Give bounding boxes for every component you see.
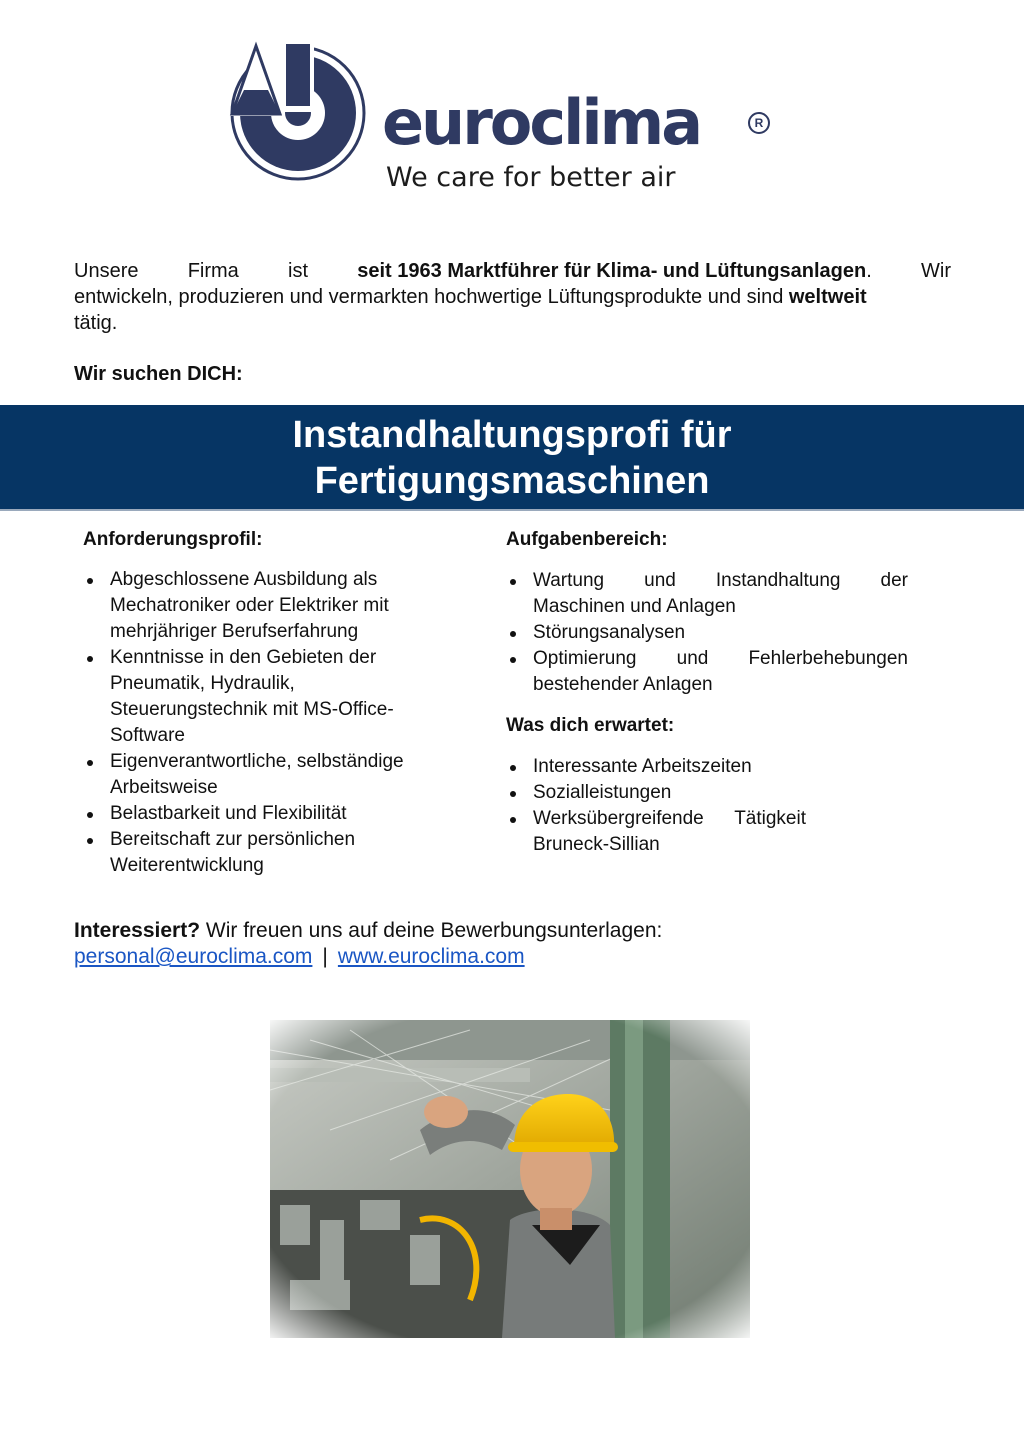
euroclima-logo-icon bbox=[226, 38, 370, 182]
intro-word: Firma bbox=[187, 260, 239, 282]
list-item: Interessante Arbeitszeiten bbox=[506, 754, 806, 780]
logo-tagline: We care for better air bbox=[386, 162, 676, 193]
aufgabenbereich-list bbox=[506, 568, 908, 698]
contact-lead-bold: Interessiert? bbox=[74, 919, 201, 942]
list-word: Instandhaltung bbox=[715, 570, 841, 591]
intro-paragraph bbox=[74, 258, 951, 336]
list-item: Bereitschaft zur persönlichen Weiterentwicklung bbox=[83, 827, 453, 879]
list-word: und bbox=[644, 570, 676, 591]
list-item: Kenntnisse in den Gebieten der Pneumatik, Hydraulik, Steuerungstechnik mit MS-Office-Software bbox=[83, 645, 453, 749]
aufgabenbereich-heading: Aufgabenbereich: bbox=[506, 529, 668, 550]
job-title-line-2: Fertigungsmaschinen bbox=[314, 460, 710, 502]
contact-lead-text: Wir freuen uns auf deine Bewerbungsunterlagen: bbox=[200, 919, 663, 942]
job-title-banner bbox=[0, 405, 1024, 511]
list-word: Fehlerbehebungen bbox=[748, 648, 908, 669]
anforderungsprofil-section bbox=[83, 528, 453, 879]
intro-word: ist bbox=[288, 260, 309, 282]
contact-links bbox=[74, 944, 662, 970]
list-item: Belastbarkeit und Flexibilität bbox=[83, 801, 453, 827]
intro-line-1 bbox=[74, 258, 951, 284]
list-item: Sozialleistungen bbox=[506, 780, 806, 806]
registered-mark: R bbox=[748, 112, 770, 134]
list-word: der bbox=[880, 570, 908, 591]
was-dich-erwartet-list bbox=[506, 754, 806, 858]
logo-wordmark: euroclima bbox=[382, 86, 701, 159]
intro-word: Wir bbox=[921, 260, 951, 282]
list-word: und bbox=[676, 648, 709, 669]
was-dich-erwartet-heading: Was dich erwartet: bbox=[506, 715, 675, 736]
anforderungsprofil-heading: Anforderungsprofil: bbox=[83, 529, 263, 550]
list-word: Optimierung bbox=[533, 648, 637, 669]
list-item bbox=[506, 646, 908, 698]
list-item bbox=[506, 620, 908, 646]
intro-word: Unsere bbox=[74, 260, 139, 282]
list-item: Eigenverantwortliche, selbständige Arbeitsweise bbox=[83, 749, 453, 801]
contact-section bbox=[74, 918, 662, 970]
worker-with-hard-hat-photo bbox=[270, 1020, 750, 1338]
contact-lead bbox=[74, 918, 662, 944]
list-word: Störungsanalysen bbox=[533, 622, 686, 643]
list-item-continuation: bestehender Anlagen bbox=[533, 674, 713, 695]
website-link[interactable]: www.euroclima.com bbox=[337, 945, 525, 968]
intro-text: entwickeln, produzieren und vermarkten hochwertige Lüftungsprodukte und sind bbox=[74, 286, 789, 308]
intro-line-2 bbox=[74, 284, 951, 310]
list-word: Wartung bbox=[533, 570, 605, 591]
intro-line-3: tätig. bbox=[74, 312, 118, 334]
aufgabenbereich-section bbox=[506, 528, 908, 858]
intro-word: . bbox=[866, 260, 872, 282]
wir-suchen-heading: Wir suchen DICH: bbox=[74, 363, 243, 385]
job-title-line-1: Instandhaltungsprofi für bbox=[292, 414, 732, 456]
list-item bbox=[506, 568, 908, 620]
list-item-continuation: Maschinen und Anlagen bbox=[533, 596, 736, 617]
list-item: Werksübergreifende Tätigkeit Bruneck-Sillian bbox=[506, 806, 806, 858]
intro-highlight: seit 1963 Marktführer für Klima- und Lüftungsanlagen bbox=[357, 260, 867, 282]
link-separator: | bbox=[322, 945, 328, 968]
intro-highlight-weltweit: weltweit bbox=[788, 286, 867, 308]
anforderungsprofil-list bbox=[83, 567, 453, 879]
email-link[interactable]: personal@euroclima.com bbox=[74, 945, 313, 968]
list-item: Abgeschlossene Ausbildung als Mechatroniker oder Elektriker mit mehrjähriger Berufserfahrung bbox=[83, 567, 453, 645]
